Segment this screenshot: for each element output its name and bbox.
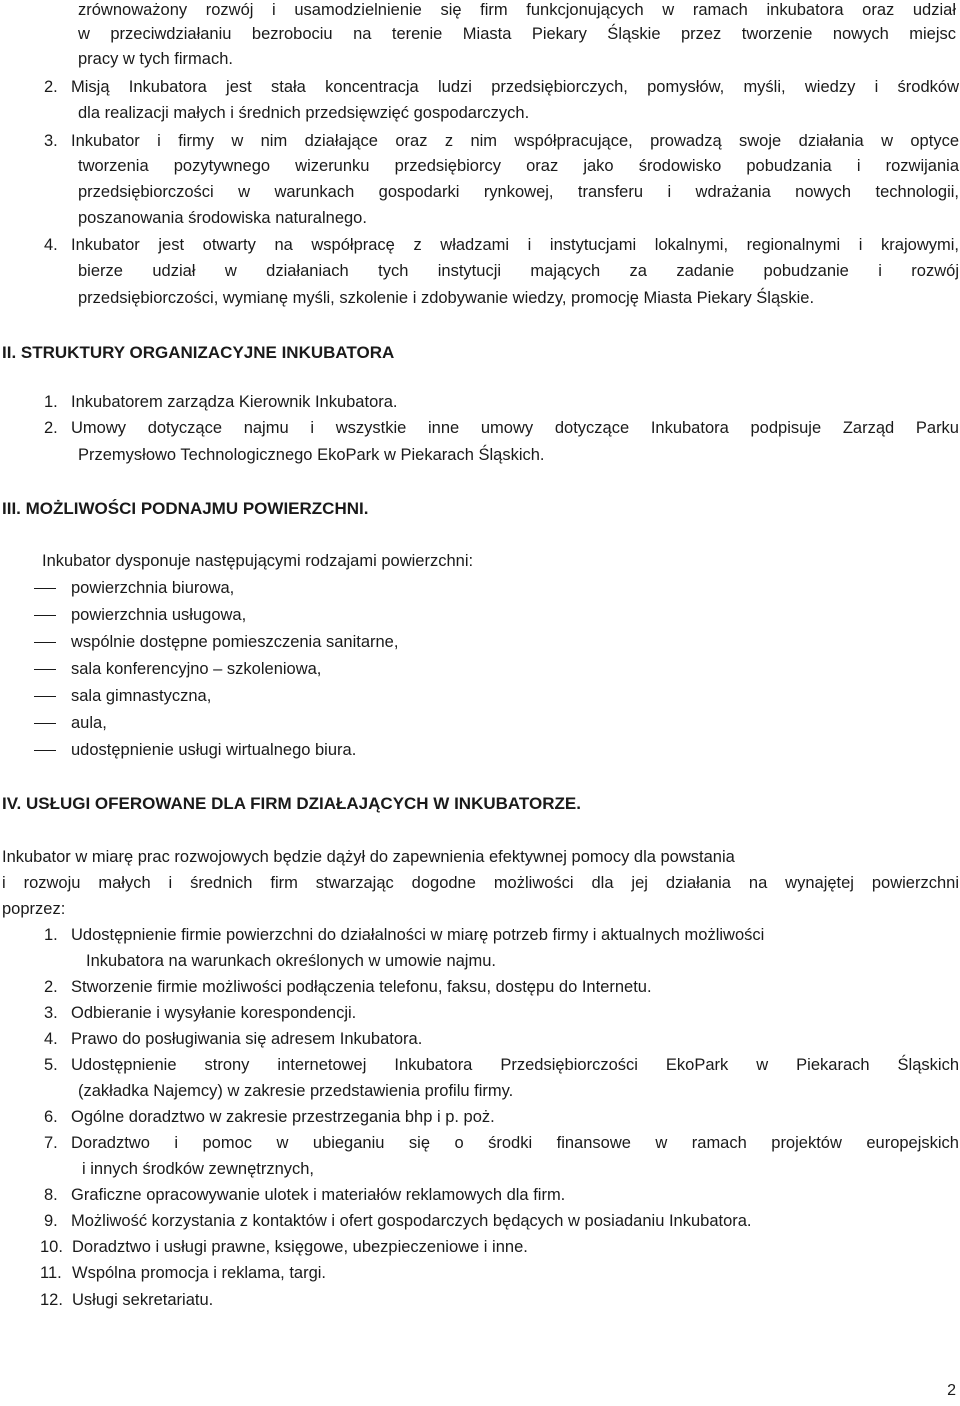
list-item-number: 9. [44, 1212, 58, 1230]
list-item-line: przedsiębiorczości, wymianę myśli, szkolenie i zdobywanie wiedzy, promocję Miasta Piekary Śląskie. [78, 289, 815, 307]
list-item-line: Inkubatorem zarządza Kierownik Inkubatora. [71, 393, 398, 411]
paragraph-line: pracy w tych firmach. [78, 50, 233, 68]
list-item-line: tworzenia pozytywnego wizerunku przedsiębiorcy oraz jako środowisko pobudzania i rozwijania [78, 157, 959, 175]
list-item-line: Inkubatora na warunkach określonych w umowie najmu. [86, 952, 496, 970]
list-item-line: Wspólna promocja i reklama, targi. [72, 1264, 327, 1282]
list-item-line: Udostępnienie firmie powierzchni do działalności w miarę potrzeb firmy i aktualnych możliwości [71, 926, 765, 944]
dash-bullet [34, 588, 56, 589]
list-item-number: 2. [44, 978, 58, 996]
bullet-item: powierzchnia usługowa, [71, 606, 247, 624]
list-item-line: Udostępnienie strony internetowej Inkubatora Przedsiębiorczości EkoPark w Piekarach Śląskich [71, 1056, 959, 1074]
list-item-number: 7. [44, 1134, 58, 1152]
list-item-line: Przemysłowo Technologicznego EkoPark w Piekarach Śląskich. [78, 446, 545, 464]
list-item-number: 1. [44, 393, 58, 411]
list-item-number: 2. [44, 78, 58, 96]
list-item-line: Inkubator i firmy w nim działające oraz z nim współpracujące, prowadzą swoje działania w optyce [71, 132, 959, 150]
bullet-item: sala konferencyjno – szkoleniowa, [71, 660, 322, 678]
dash-bullet [34, 696, 56, 697]
list-item-line: i innych środków zewnętrznych, [82, 1160, 315, 1178]
list-item-line: Doradztwo i usługi prawne, księgowe, ubezpieczeniowe i inne. [72, 1238, 528, 1256]
list-item-line: przedsiębiorczości w warunkach gospodarki rynkowej, transferu i wdrażania nowych technologii, [78, 183, 959, 201]
list-item-number: 2. [44, 419, 58, 437]
page-number: 2 [947, 1382, 956, 1399]
list-item-number: 3. [44, 132, 58, 150]
list-item-line: Ogólne doradztwo w zakresie przestrzegania bhp i p. poż. [71, 1108, 495, 1126]
paragraph-line: Inkubator dysponuje następującymi rodzajami powierzchni: [42, 552, 474, 570]
list-item-line: poszanowania środowiska naturalnego. [78, 209, 367, 227]
bullet-item: wspólnie dostępne pomieszczenia sanitarne, [71, 633, 399, 651]
dash-bullet [34, 750, 56, 751]
list-item-line: Prawo do posługiwania się adresem Inkubatora. [71, 1030, 423, 1048]
bullet-item: udostępnienie usługi wirtualnego biura. [71, 741, 357, 759]
dash-bullet [34, 723, 56, 724]
list-item-line: Misją Inkubatora jest stała koncentracja ludzi przedsiębiorczych, pomysłów, myśli, wiedzy i środków [71, 78, 959, 96]
dash-bullet [34, 615, 56, 616]
list-item-line: bierze udział w działaniach tych instytucji mających za zadanie pobudzanie i rozwój [78, 262, 959, 280]
bullet-item: sala gimnastyczna, [71, 687, 212, 705]
list-item-number: 12. [40, 1291, 63, 1309]
list-item-number: 5. [44, 1056, 58, 1074]
list-item-line: Stworzenie firmie możliwości podłączenia telefonu, faksu, dostępu do Internetu. [71, 978, 652, 996]
paragraph-line: i rozwoju małych i średnich firm stwarzając dogodne możliwości dla jej działania na wynajętej powierzchni [2, 874, 959, 892]
dash-bullet [34, 642, 56, 643]
section-heading: III. MOŻLIWOŚCI PODNAJMU POWIERZCHNI. [2, 499, 369, 518]
list-item-number: 6. [44, 1108, 58, 1126]
list-item-number: 11. [40, 1264, 62, 1282]
section-heading: IV. USŁUGI OFEROWANE DLA FIRM DZIAŁAJĄCYCH W INKUBATORZE. [2, 794, 581, 813]
list-item-number: 1. [44, 926, 58, 944]
dash-bullet [34, 669, 56, 670]
paragraph-line: Inkubator w miarę prac rozwojowych będzie dążył do zapewnienia efektywnej pomocy dla powstania [2, 848, 735, 866]
list-item-line: dla realizacji małych i średnich przedsięwzięć gospodarczych. [78, 104, 530, 122]
paragraph-line: zrównoważony rozwój i usamodzielnienie się firm funkcjonujących w ramach inkubatora oraz udział [78, 1, 956, 19]
bullet-item: powierzchnia biurowa, [71, 579, 235, 597]
list-item-line: (zakładka Najemcy) w zakresie przedstawienia profilu firmy. [78, 1082, 514, 1100]
list-item-number: 4. [44, 236, 58, 254]
section-heading: II. STRUKTURY ORGANIZACYJNE INKUBATORA [2, 343, 395, 362]
list-item-line: Możliwość korzystania z kontaktów i ofert gospodarczych będących w posiadaniu Inkubatora. [71, 1212, 752, 1230]
list-item-line: Usługi sekretariatu. [72, 1291, 214, 1309]
paragraph-line: poprzez: [2, 900, 66, 918]
list-item-line: Odbieranie i wysyłanie korespondencji. [71, 1004, 357, 1022]
paragraph-line: w przeciwdziałaniu bezrobociu na terenie Miasta Piekary Śląskie przez tworzenie nowych miejsc [78, 25, 956, 43]
list-item-line: Inkubator jest otwarty na współpracę z władzami i instytucjami lokalnymi, regionalnymi i krajowymi, [71, 236, 959, 254]
list-item-number: 8. [44, 1186, 58, 1204]
list-item-number: 10. [40, 1238, 63, 1256]
list-item-line: Doradztwo i pomoc w ubieganiu się o środki finansowe w ramach projektów europejskich [71, 1134, 959, 1152]
bullet-item: aula, [71, 714, 107, 732]
list-item-number: 4. [44, 1030, 58, 1048]
list-item-line: Graficzne opracowywanie ulotek i materiałów reklamowych dla firm. [71, 1186, 566, 1204]
list-item-line: Umowy dotyczące najmu i wszystkie inne umowy dotyczące Inkubatora podpisuje Zarząd Parku [71, 419, 959, 437]
list-item-number: 3. [44, 1004, 58, 1022]
